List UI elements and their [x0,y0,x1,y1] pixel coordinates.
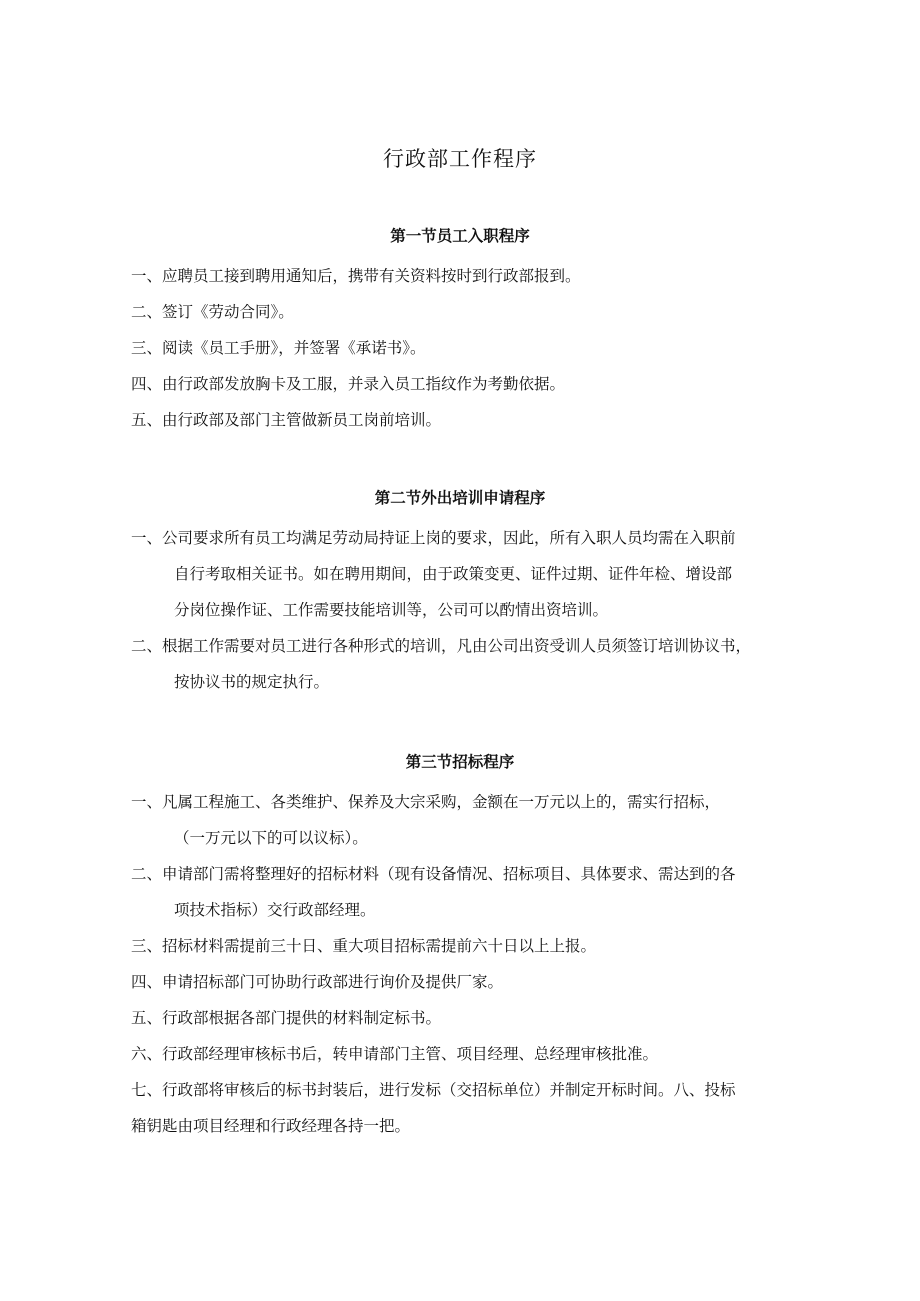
item-line: 三、招标材料需提前三十日、重大项目招标需提前六十日以上上报。 [131,937,597,955]
item-line: 五、由行政部及部门主管做新员工岗前培训。 [131,411,442,429]
list-item [131,1072,803,1144]
item-line: 自行考取相关证书。如在聘用期间，由于政策变更、证件过期、证件年检、增设部 [174,565,733,583]
item-line: （一万元以下的可以议标）。 [174,829,368,847]
list-item [131,1000,803,1036]
list-item [131,1036,803,1072]
item-line: 六、行政部经理审核标书后，转申请部门主管、项目经理、总经理审核批准。 [131,1045,659,1063]
section-heading-3: 第三节招标程序 [405,752,515,771]
item-line: 按协议书的规定执行。 [174,673,330,691]
item-line: 箱钥匙由项目经理和行政经理各持一把。 [131,1117,411,1135]
list-item [131,366,803,402]
list-item [131,258,803,294]
page-title: 行政部工作程序 [383,147,537,171]
list-item [131,402,803,438]
list-item [131,784,803,856]
section-heading-1: 第一节员工入职程序 [390,226,530,245]
item-line: 分岗位操作证、工作需要技能培训等，公司可以酌情出资培训。 [174,601,609,619]
item-line: 二、申请部门需将整理好的招标材料（现有设备情况、招标项目、具体要求、需达到的各 [131,865,736,883]
item-line: 七、行政部将审核后的标书封装后，进行发标（交招标单位）并制定开标时间。八、投标 [131,1081,736,1099]
list-item [131,520,803,628]
item-line: 五、行政部根据各部门提供的材料制定标书。 [131,1009,442,1027]
list-item [131,628,803,700]
list-item [131,964,803,1000]
list-item [131,856,803,928]
item-line: 四、申请招标部门可协助行政部进行询价及提供厂家。 [131,973,504,991]
list-item [131,330,803,366]
item-line: 二、签订《劳动合同》。 [131,303,294,321]
item-line: 项技术指标）交行政部经理。 [174,901,376,919]
item-line: 一、公司要求所有员工均满足劳动局持证上岗的要求，因此，所有入职人员均需在入职前 [131,529,736,547]
item-line: 一、凡属工程施工、各类维护、保养及大宗采购，金额在一万元以上的，需实行招标， [131,793,721,811]
item-line: 二、根据工作需要对员工进行各种形式的培训，凡由公司出资受训人员须签订培训协议书， [131,637,752,655]
item-line: 三、阅读《员工手册》，并签署《承诺书》。 [131,339,426,357]
list-item [131,928,803,964]
item-line: 一、应聘员工接到聘用通知后，携带有关资料按时到行政部报到。 [131,267,581,285]
section-heading-2: 第二节外出培训申请程序 [374,488,546,507]
item-line: 四、由行政部发放胸卡及工服，并录入员工指纹作为考勤依据。 [131,375,566,393]
list-item [131,294,803,330]
